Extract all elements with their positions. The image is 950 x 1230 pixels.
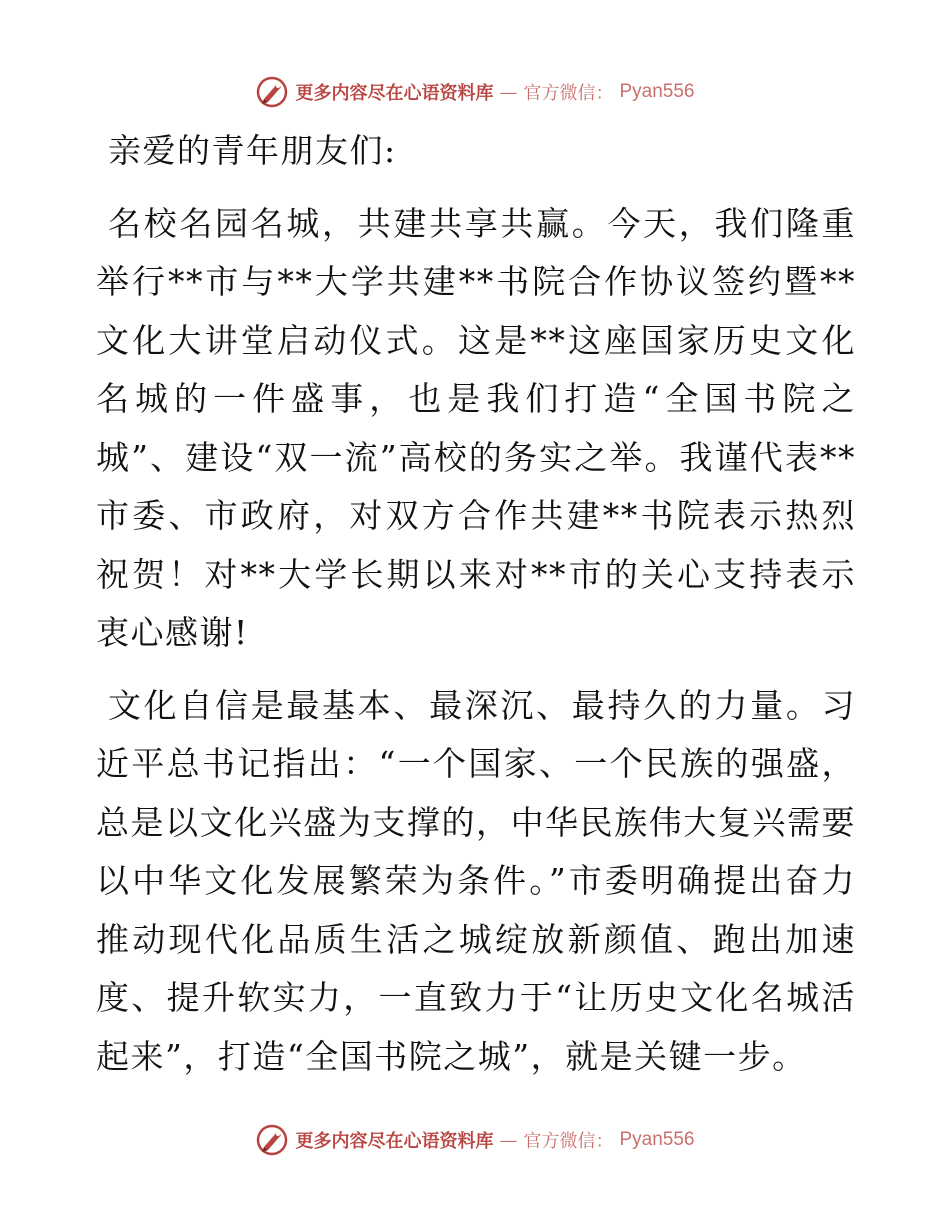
banner-wechat-id: Pyan556 xyxy=(619,1129,695,1150)
banner-separator: — xyxy=(499,81,518,103)
header-banner xyxy=(0,72,950,112)
banner-wechat-label: 官方微信： xyxy=(523,83,614,104)
banner-text: 更多内容尽在心语资料库 xyxy=(295,83,494,104)
greeting: 亲爱的青年朋友们: xyxy=(108,131,397,170)
pen-logo-icon xyxy=(255,75,289,109)
paragraph-1: 名校名园名城，共建共享共赢。今天，我们隆重举行**市与**大学共建**书院合作协议签约暨**文化大讲堂启动仪式。这是**这座国家历史文化名城的一件盛事，也是我们打造“全国书院之城”、建设“双一流”高校的务实之举。我谨代表**市委、市政府，对双方合作共建**书院表示热烈祝贺！对**大学长期以来对**市的关心支持表示衷心感谢! xyxy=(96,203,856,652)
banner-wechat-label: 官方微信： xyxy=(523,1131,614,1152)
paragraph-2: 文化自信是最基本、最深沉、最持久的力量。习近平总书记指出：“一个国家、一个民族的强盛，总是以文化兴盛为支撑的，中华民族伟大复兴需要以中华文化发展繁荣为条件。”市委明确提出奋力推动现代化品质生活之城绽放新颜值、跑出加速度、提升软实力，一直致力于“让历史文化名城活起来”，打造“全国书院之城”，就是关键一步。 xyxy=(96,685,856,1076)
banner-wechat-id: Pyan556 xyxy=(619,81,695,102)
document-body xyxy=(96,122,856,1100)
banner-separator: — xyxy=(499,1129,518,1151)
pen-logo-icon xyxy=(255,1123,289,1157)
footer-banner xyxy=(0,1120,950,1160)
banner-text: 更多内容尽在心语资料库 xyxy=(295,1131,494,1152)
